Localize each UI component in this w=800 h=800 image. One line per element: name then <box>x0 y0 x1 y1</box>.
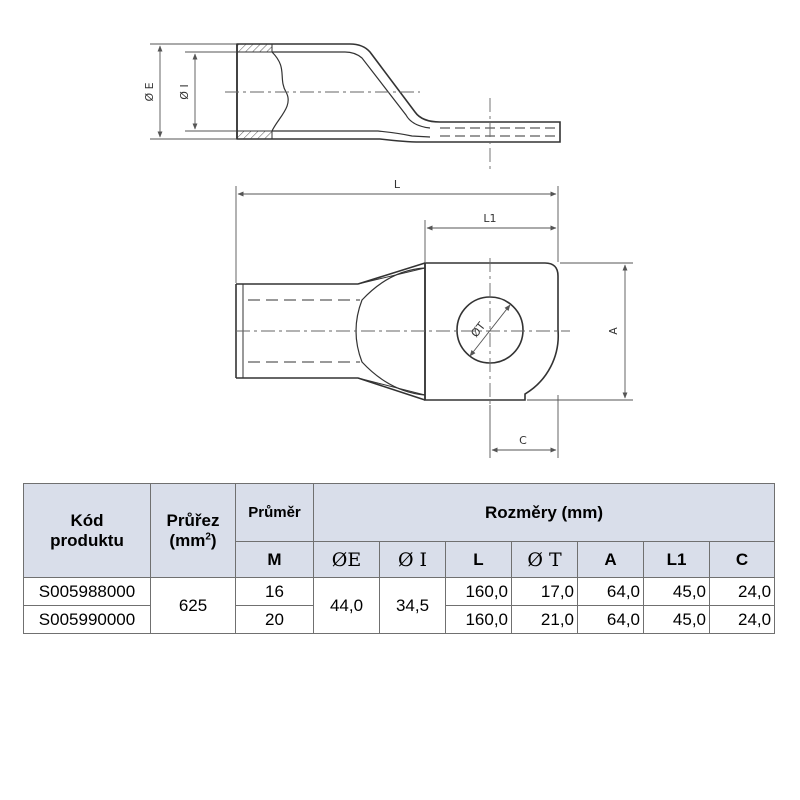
specification-table <box>23 483 775 634</box>
top-view-centerlines <box>236 258 570 405</box>
header-area-line2: $(mm^2)$ <box>169 530 217 550</box>
width-a-value: 64,0 <box>578 606 644 634</box>
header-code-line1: Kód <box>70 510 104 530</box>
side-view <box>237 44 560 142</box>
header-l: L <box>446 542 512 578</box>
diameter-i-value: 34,5 <box>380 578 446 634</box>
header-code-line2: produktu <box>50 530 124 550</box>
length-l-value: 160,0 <box>446 606 512 634</box>
header-product-code <box>24 484 151 578</box>
header-cross-section <box>151 484 236 578</box>
side-view-dimensions <box>150 44 236 139</box>
header-dimensions: Rozměry (mm) <box>314 484 775 542</box>
length-l-value: 160,0 <box>446 578 512 606</box>
product-code: S005990000 <box>24 606 151 634</box>
header-area-line1: Průřez <box>166 510 220 530</box>
diameter-t-value: 21,0 <box>512 606 578 634</box>
width-a-label: A <box>607 327 620 335</box>
diameter-e-value: 44,0 <box>314 578 380 634</box>
header-m: M <box>236 542 314 578</box>
product-code: S005988000 <box>24 578 151 606</box>
diameter-i-label: Ø I <box>178 84 191 100</box>
table-row <box>24 578 775 606</box>
length-l1-value: 45,0 <box>644 578 710 606</box>
diameter-m-value: 20 <box>236 606 314 634</box>
offset-c-value: 24,0 <box>710 606 775 634</box>
diameter-t-label: ØT <box>468 319 489 340</box>
cross-section-value: 625 <box>151 578 236 634</box>
top-view <box>236 263 558 400</box>
top-view-dimensions <box>236 186 633 458</box>
header-a: A <box>578 542 644 578</box>
diameter-t-value: 17,0 <box>512 578 578 606</box>
length-l1-value: 45,0 <box>644 606 710 634</box>
header-i: Ø I <box>380 542 446 578</box>
diameter-m-value: 16 <box>236 578 314 606</box>
offset-c-label: C <box>519 434 527 447</box>
length-l1-label: L1 <box>483 212 497 225</box>
offset-c-value: 24,0 <box>710 578 775 606</box>
diameter-e-label: Ø E <box>143 82 156 102</box>
width-a-value: 64,0 <box>578 578 644 606</box>
header-t: Ø T <box>512 542 578 578</box>
length-l-label: L <box>393 178 401 191</box>
header-l1: L1 <box>644 542 710 578</box>
header-e: ØE <box>314 542 380 578</box>
header-c: C <box>710 542 775 578</box>
header-diameter: Průměr <box>236 484 314 542</box>
